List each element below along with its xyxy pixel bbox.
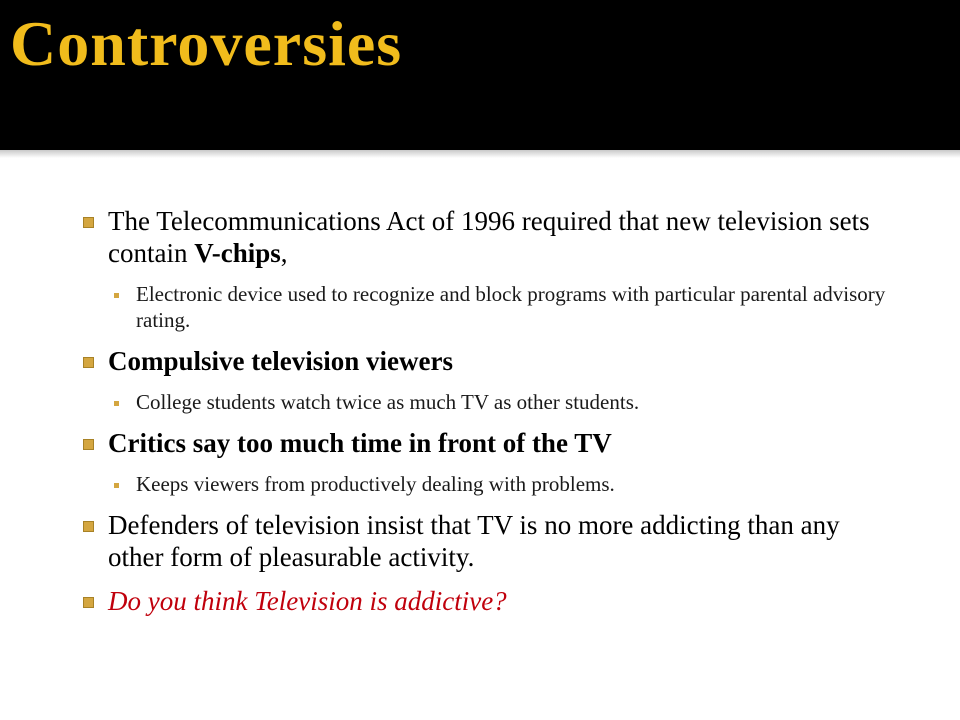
subbullet-college-students [80, 389, 900, 415]
slide-title: Controversies [10, 8, 403, 79]
subbullet-text: College students watch twice as much TV as other students. [136, 390, 640, 414]
question-text: Do you think Television is addictive? [108, 586, 507, 616]
bullet-text: Defenders of television insist that TV is no more addicting than any other form of pleasurable activity. [108, 510, 840, 572]
subbullet-text: Electronic device used to recognize and block programs with particular parental advisory rating. [136, 282, 886, 332]
square-bullet-icon [83, 357, 94, 368]
title-bar [0, 0, 960, 150]
square-bullet-icon [83, 439, 94, 450]
bullet-bold-text: V-chips [194, 238, 281, 268]
small-square-bullet-icon [114, 483, 119, 488]
bullet-text: The Telecommunications Act of 1996 required that new television sets contain [108, 206, 870, 268]
slide-content [80, 205, 900, 617]
bullet-defenders [80, 509, 900, 573]
bullet-text: Compulsive television viewers [108, 346, 453, 376]
bullet-compulsive-viewers [80, 345, 900, 377]
bullet-question [80, 585, 900, 617]
small-square-bullet-icon [114, 293, 119, 298]
square-bullet-icon [83, 521, 94, 532]
bullet-telecom-act [80, 205, 900, 269]
bullet-critics [80, 427, 900, 459]
subbullet-keeps-viewers [80, 471, 900, 497]
bullet-text: Critics say too much time in front of the TV [108, 428, 612, 458]
square-bullet-icon [83, 597, 94, 608]
small-square-bullet-icon [114, 401, 119, 406]
subbullet-electronic-device [80, 281, 900, 333]
subbullet-text: Keeps viewers from productively dealing with problems. [136, 472, 615, 496]
bullet-text-end: , [280, 238, 288, 268]
square-bullet-icon [83, 217, 94, 228]
